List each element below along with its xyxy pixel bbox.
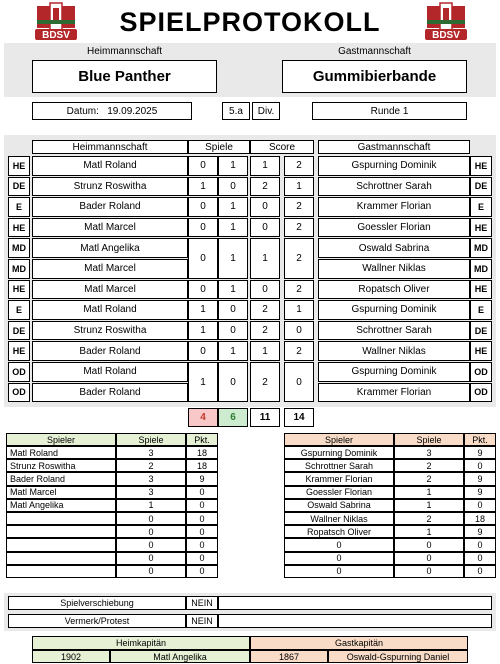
protest-label: Vermerk/Protest bbox=[8, 614, 186, 628]
home-player: Bader Roland bbox=[32, 383, 188, 403]
date-field bbox=[32, 102, 192, 120]
games-home: 1 bbox=[188, 177, 218, 197]
match-header-home: Heimmannschaft bbox=[32, 140, 188, 154]
games-away: 1 bbox=[218, 341, 248, 361]
away-captain-name: Oswald-Gspurning Daniel bbox=[328, 650, 468, 663]
match-type-home: MD bbox=[8, 238, 30, 258]
home-stats-name: Matl Marcel bbox=[6, 486, 116, 499]
away-player: Goessler Florian bbox=[318, 218, 470, 238]
match-header-score: Score bbox=[250, 140, 314, 154]
home-stats-name: Bader Roland bbox=[6, 472, 116, 485]
games-home: 1 bbox=[188, 362, 218, 402]
bdsv-logo-right bbox=[424, 2, 468, 42]
away-stats-points: 9 bbox=[464, 525, 496, 538]
home-stats-points: 0 bbox=[186, 565, 218, 578]
home-stats-header-player: Spieler bbox=[6, 433, 116, 446]
home-stats-points: 0 bbox=[186, 538, 218, 551]
total-games-home: 4 bbox=[188, 408, 218, 427]
match-type-away: HE bbox=[470, 156, 492, 176]
home-team-name: Blue Panther bbox=[32, 60, 217, 93]
match-type-home: E bbox=[8, 300, 30, 320]
away-stats-games: 1 bbox=[394, 525, 464, 538]
score-away: 0 bbox=[284, 362, 314, 402]
match-type-away: HE bbox=[470, 341, 492, 361]
home-stats-name bbox=[6, 552, 116, 565]
score-away: 2 bbox=[284, 341, 314, 361]
away-player: Gspurning Dominik bbox=[318, 362, 470, 382]
home-player: Matl Roland bbox=[32, 156, 188, 176]
home-player: Matl Marcel bbox=[32, 218, 188, 238]
match-type-home: HE bbox=[8, 341, 30, 361]
games-away: 1 bbox=[218, 238, 248, 278]
postponement-note bbox=[218, 596, 492, 610]
match-type-home: DE bbox=[8, 177, 30, 197]
home-captain-name: Matl Angelika bbox=[110, 650, 250, 663]
home-stats-points: 18 bbox=[186, 446, 218, 459]
home-stats-games: 3 bbox=[116, 446, 186, 459]
score-away: 1 bbox=[284, 177, 314, 197]
score-away: 2 bbox=[284, 238, 314, 278]
score-away: 2 bbox=[284, 280, 314, 300]
away-player: Gspurning Dominik bbox=[318, 156, 470, 176]
match-type-away: E bbox=[470, 197, 492, 217]
home-stats-name: Matl Angelika bbox=[6, 499, 116, 512]
score-home: 2 bbox=[250, 177, 280, 197]
date-label: Datum: bbox=[66, 105, 99, 117]
home-stats-games: 0 bbox=[116, 512, 186, 525]
home-stats-games: 3 bbox=[116, 486, 186, 499]
page-title: SPIELPROTOKOLL bbox=[119, 6, 381, 37]
home-captain-label: Heimkapitän bbox=[32, 636, 250, 650]
home-stats-header-games: Spiele bbox=[116, 433, 186, 446]
games-home: 0 bbox=[188, 218, 218, 238]
match-header-games: Spiele bbox=[188, 140, 250, 154]
home-team-label: Heimmannschaft bbox=[86, 46, 163, 57]
away-captain-label: Gastkapitän bbox=[250, 636, 468, 650]
svg-text:BDSV: BDSV bbox=[42, 30, 70, 41]
home-stats-games: 3 bbox=[116, 472, 186, 485]
away-player: Gspurning Dominik bbox=[318, 300, 470, 320]
home-stats-points: 0 bbox=[186, 512, 218, 525]
home-stats-points: 9 bbox=[186, 472, 218, 485]
score-away: 1 bbox=[284, 300, 314, 320]
away-player: Schrottner Sarah bbox=[318, 177, 470, 197]
away-player: Krammer Florian bbox=[318, 197, 470, 217]
protest-note bbox=[218, 614, 492, 628]
total-games-away: 6 bbox=[218, 408, 248, 427]
games-home: 1 bbox=[188, 321, 218, 341]
score-home: 0 bbox=[250, 218, 280, 238]
date-value: 19.09.2025 bbox=[107, 105, 158, 117]
away-team-label: Gastmannschaft bbox=[338, 46, 411, 57]
score-away: 0 bbox=[284, 321, 314, 341]
score-home: 1 bbox=[250, 341, 280, 361]
home-stats-name bbox=[6, 512, 116, 525]
away-stats-games: 1 bbox=[394, 499, 464, 512]
match-type-away: E bbox=[470, 300, 492, 320]
score-away: 2 bbox=[284, 197, 314, 217]
home-stats-name: Strunz Roswitha bbox=[6, 459, 116, 472]
match-type-home: OD bbox=[8, 362, 30, 382]
away-stats-points: 9 bbox=[464, 486, 496, 499]
home-player: Bader Roland bbox=[32, 197, 188, 217]
score-home: 0 bbox=[250, 197, 280, 217]
postponement-value: NEIN bbox=[186, 596, 218, 610]
home-captain-id: 1902 bbox=[32, 650, 110, 663]
home-stats-points: 0 bbox=[186, 499, 218, 512]
away-stats-games: 3 bbox=[394, 446, 464, 459]
away-stats-games: 0 bbox=[394, 565, 464, 578]
away-stats-games: 2 bbox=[394, 459, 464, 472]
home-stats-games: 0 bbox=[116, 565, 186, 578]
home-stats-points: 0 bbox=[186, 486, 218, 499]
home-player: Matl Marcel bbox=[32, 280, 188, 300]
home-player: Strunz Roswitha bbox=[32, 177, 188, 197]
score-home: 2 bbox=[250, 362, 280, 402]
home-stats-name bbox=[6, 525, 116, 538]
match-header-away: Gastmannschaft bbox=[318, 140, 470, 154]
away-stats-points: 0 bbox=[464, 459, 496, 472]
total-score-away: 14 bbox=[284, 408, 314, 427]
home-player: Matl Marcel bbox=[32, 259, 188, 279]
match-type-away: OD bbox=[470, 362, 492, 382]
home-stats-points: 0 bbox=[186, 552, 218, 565]
away-stats-games: 0 bbox=[394, 538, 464, 551]
away-stats-games: 2 bbox=[394, 512, 464, 525]
match-type-away: HE bbox=[470, 218, 492, 238]
round-field: Runde 1 bbox=[312, 102, 467, 120]
games-home: 0 bbox=[188, 280, 218, 300]
away-stats-name: Ropatsch Oliver bbox=[284, 525, 394, 538]
games-away: 1 bbox=[218, 280, 248, 300]
away-player: Ropatsch Oliver bbox=[318, 280, 470, 300]
away-stats-header-points: Pkt. bbox=[464, 433, 496, 446]
match-type-away: OD bbox=[470, 383, 492, 403]
score-home: 2 bbox=[250, 300, 280, 320]
match-type-home: HE bbox=[8, 218, 30, 238]
home-stats-games: 0 bbox=[116, 538, 186, 551]
match-type-home: OD bbox=[8, 383, 30, 403]
away-stats-games: 0 bbox=[394, 552, 464, 565]
away-team-name: Gummibierbande bbox=[282, 60, 467, 93]
away-stats-name: Schrottner Sarah bbox=[284, 459, 394, 472]
total-score-home: 11 bbox=[250, 408, 280, 427]
away-player: Schrottner Sarah bbox=[318, 321, 470, 341]
away-player: Oswald Sabrina bbox=[318, 238, 470, 258]
games-away: 0 bbox=[218, 362, 248, 402]
away-stats-name: 0 bbox=[284, 565, 394, 578]
away-stats-name: 0 bbox=[284, 552, 394, 565]
home-stats-games: 1 bbox=[116, 499, 186, 512]
home-player: Matl Roland bbox=[32, 300, 188, 320]
match-type-home: E bbox=[8, 197, 30, 217]
match-type-home: HE bbox=[8, 280, 30, 300]
away-stats-points: 0 bbox=[464, 499, 496, 512]
match-type-home: MD bbox=[8, 259, 30, 279]
home-stats-header-points: Pkt. bbox=[186, 433, 218, 446]
match-type-away: MD bbox=[470, 259, 492, 279]
games-away: 0 bbox=[218, 300, 248, 320]
score-home: 1 bbox=[250, 238, 280, 278]
away-stats-name: Goessler Florian bbox=[284, 486, 394, 499]
away-player: Wallner Niklas bbox=[318, 259, 470, 279]
games-home: 0 bbox=[188, 341, 218, 361]
away-player: Krammer Florian bbox=[318, 383, 470, 403]
away-stats-header-games: Spiele bbox=[394, 433, 464, 446]
home-stats-name bbox=[6, 565, 116, 578]
match-type-home: HE bbox=[8, 156, 30, 176]
score-home: 0 bbox=[250, 280, 280, 300]
away-stats-name: Gspurning Dominik bbox=[284, 446, 394, 459]
away-stats-points: 0 bbox=[464, 538, 496, 551]
division-number: 5.a bbox=[222, 102, 250, 120]
games-home: 0 bbox=[188, 197, 218, 217]
score-away: 2 bbox=[284, 156, 314, 176]
match-type-away: HE bbox=[470, 280, 492, 300]
away-stats-header-player: Spieler bbox=[284, 433, 394, 446]
postponement-label: Spielverschiebung bbox=[8, 596, 186, 610]
games-home: 1 bbox=[188, 300, 218, 320]
away-stats-points: 9 bbox=[464, 472, 496, 485]
home-stats-name bbox=[6, 538, 116, 551]
away-stats-points: 0 bbox=[464, 565, 496, 578]
games-away: 1 bbox=[218, 156, 248, 176]
match-type-away: MD bbox=[470, 238, 492, 258]
home-stats-points: 18 bbox=[186, 459, 218, 472]
away-stats-points: 0 bbox=[464, 552, 496, 565]
away-stats-points: 18 bbox=[464, 512, 496, 525]
protest-value: NEIN bbox=[186, 614, 218, 628]
away-stats-games: 2 bbox=[394, 472, 464, 485]
home-stats-games: 0 bbox=[116, 552, 186, 565]
bdsv-logo-left bbox=[34, 2, 78, 42]
away-stats-name: Wallner Niklas bbox=[284, 512, 394, 525]
away-captain-id: 1867 bbox=[250, 650, 328, 663]
home-stats-points: 0 bbox=[186, 525, 218, 538]
score-away: 2 bbox=[284, 218, 314, 238]
score-home: 2 bbox=[250, 321, 280, 341]
home-player: Matl Roland bbox=[32, 362, 188, 382]
games-home: 0 bbox=[188, 156, 218, 176]
score-home: 1 bbox=[250, 156, 280, 176]
home-stats-games: 2 bbox=[116, 459, 186, 472]
home-player: Matl Angelika bbox=[32, 238, 188, 258]
away-stats-name: 0 bbox=[284, 538, 394, 551]
match-type-home: DE bbox=[8, 321, 30, 341]
away-stats-games: 1 bbox=[394, 486, 464, 499]
match-type-away: DE bbox=[470, 321, 492, 341]
home-stats-name: Matl Roland bbox=[6, 446, 116, 459]
svg-text:BDSV: BDSV bbox=[432, 30, 460, 41]
match-type-away: DE bbox=[470, 177, 492, 197]
home-player: Strunz Roswitha bbox=[32, 321, 188, 341]
games-away: 0 bbox=[218, 321, 248, 341]
games-away: 0 bbox=[218, 177, 248, 197]
games-away: 1 bbox=[218, 218, 248, 238]
away-stats-points: 9 bbox=[464, 446, 496, 459]
games-away: 1 bbox=[218, 197, 248, 217]
away-stats-name: Oswald Sabrina bbox=[284, 499, 394, 512]
games-home: 0 bbox=[188, 238, 218, 278]
away-player: Wallner Niklas bbox=[318, 341, 470, 361]
away-stats-name: Krammer Florian bbox=[284, 472, 394, 485]
home-player: Bader Roland bbox=[32, 341, 188, 361]
division-label: Div. bbox=[252, 102, 280, 120]
home-stats-games: 0 bbox=[116, 525, 186, 538]
